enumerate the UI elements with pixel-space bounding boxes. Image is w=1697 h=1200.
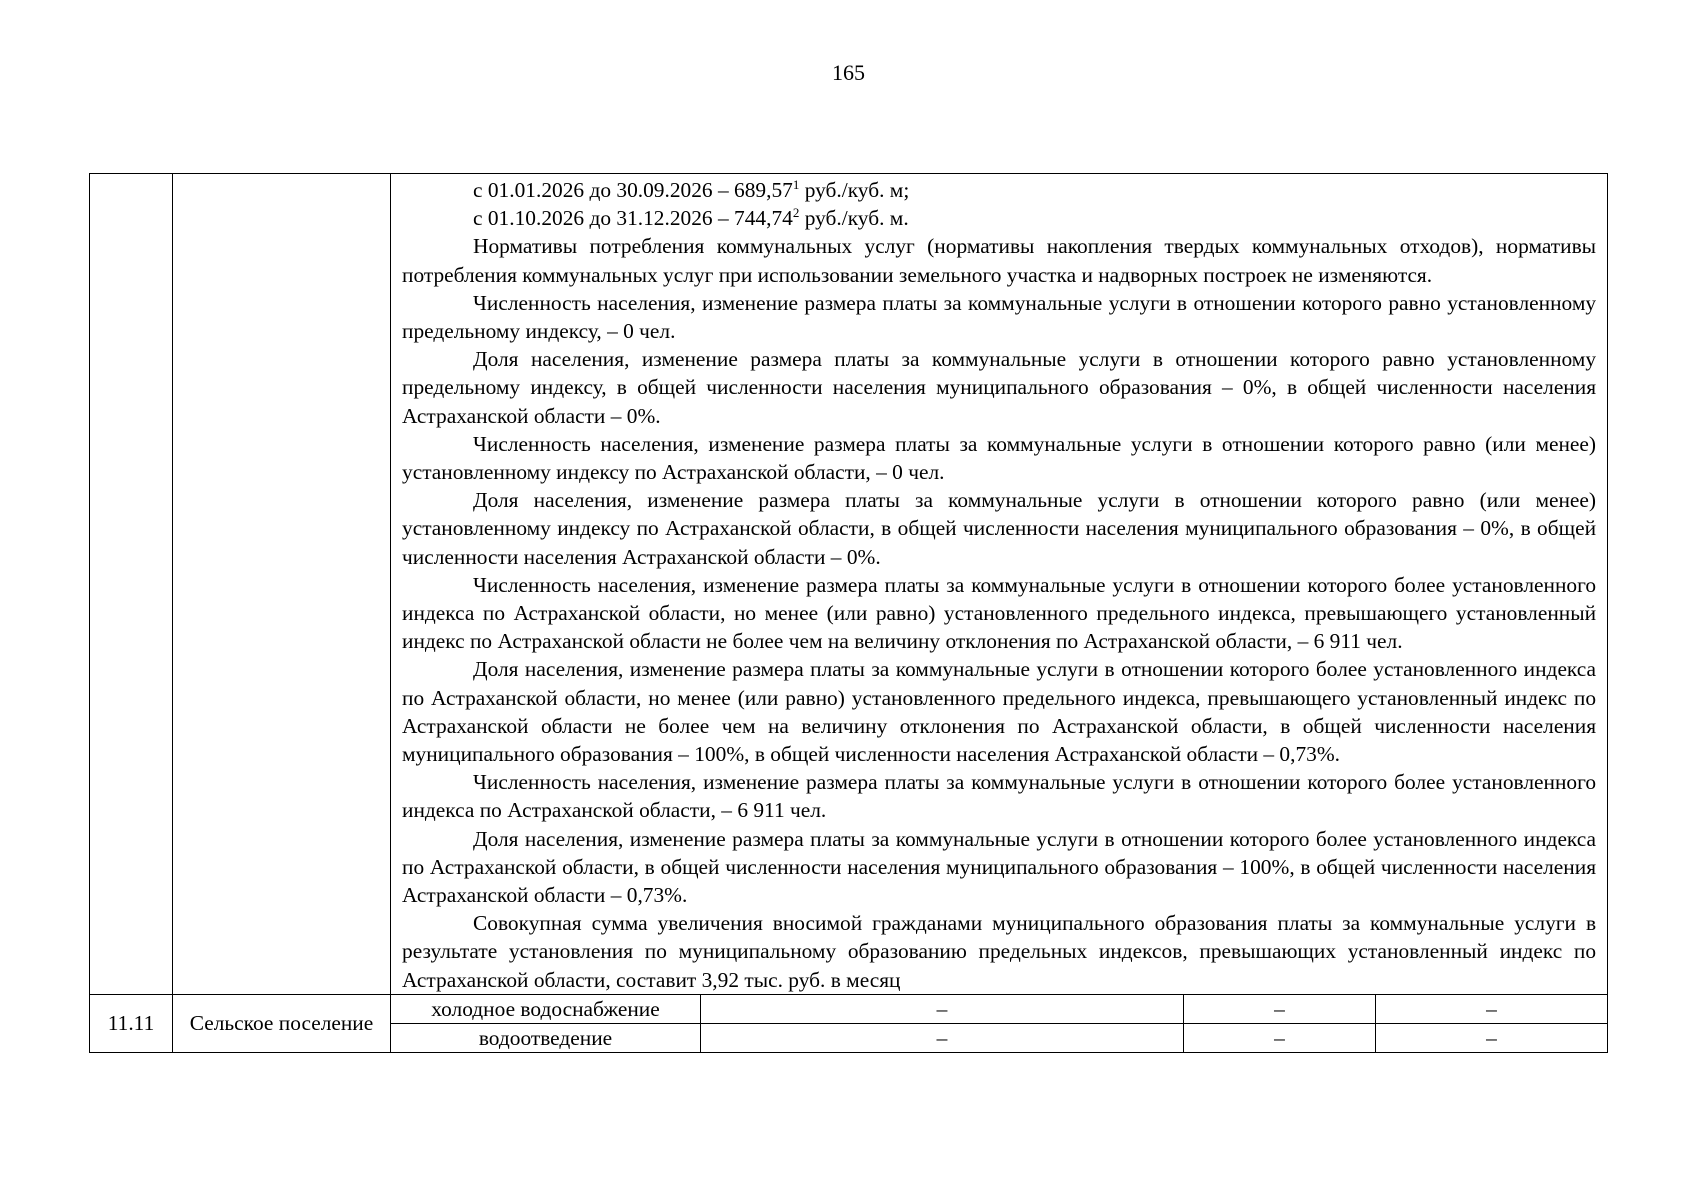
paragraph-share-deviation: Доля населения, изменение размера платы за коммунальные услуги в отношении которого более установленного индекса по Астраханской области, но менее (или равно) установленного предельного индекса, превышающего установленный индекс по Астраханской области не более чем на величину отклонения по Астраханской области, в общей численности населения муниципального образования – 100%, в общей численности населения Астраханской области – 0,73%.	[402, 657, 1597, 767]
paragraph-share-regional-index: Доля населения, изменение размера платы за коммунальные услуги в отношении которого равно (или менее) установленному индексу по Астраханской области, в общей численности населения муниципального образования – 0%, в общей численности населения Астраханской области – 0%.	[402, 488, 1597, 569]
service-name: водоотведение	[391, 1023, 701, 1052]
paragraph-population-limit: Численность населения, изменение размера платы за коммунальные услуги в отношении которого равно установленному предельному индексу, – 0 чел.	[402, 290, 1597, 344]
value-cell: –	[1376, 1023, 1608, 1052]
paragraph-population-above-index: Численность населения, изменение размера платы за коммунальные услуги в отношении которого более установленного индекса по Астраханской области, – 6 911 чел.	[402, 770, 1597, 823]
row-number-cell-empty	[90, 174, 173, 995]
value-cell: –	[1184, 994, 1376, 1023]
paragraph-population-regional-index: Численность населения, изменение размера платы за коммунальные услуги в отношении которого равно (или менее) установленному индексу по Астраханской области, – 0 чел.	[402, 431, 1597, 485]
value-cell: –	[1376, 994, 1608, 1023]
tariff-line-2: с 01.10.2026 до 31.12.2026 – 744,74$^2$ руб./куб. м.	[473, 205, 909, 231]
settlement-name: Сельское поселение	[173, 994, 391, 1052]
row-number: 11.11	[90, 994, 173, 1052]
page-number: 165	[832, 60, 865, 85]
paragraph-share-limit: Доля населения, изменение размера платы за коммунальные услуги в отношении которого равно установленному предельному индексу, в общей численности населения муниципального образования – 0%, в общей численности населения Астраханской области – 0%.	[402, 347, 1597, 428]
paragraph-total-increase: Совокупная сумма увеличения вносимой гражданами муниципального образования платы за коммунальные услуги в результате установления по муниципальному образованию предельных индексов, превышающих установленный индекс по Астраханской области, составит 3,92 тыс. руб. в месяц	[402, 911, 1597, 992]
settlement-cell-empty	[173, 174, 391, 995]
value-cell: –	[1184, 1023, 1376, 1052]
paragraph-norms: Нормативы потребления коммунальных услуг (нормативы накопления твердых коммунальных отходов), нормативы потребления коммунальных услуг при использовании земельного участка и надворных построек не изменяются.	[402, 234, 1597, 287]
tariff-table	[89, 173, 1608, 1053]
value-cell: –	[701, 1023, 1184, 1052]
paragraph-population-deviation: Численность населения, изменение размера платы за коммунальные услуги в отношении которого более установленного индекса по Астраханской области, но менее (или равно) установленного предельного индекса, превышающего установленный индекс по Астраханской области не более чем на величину отклонения по Астраханской области, – 6 911 чел.	[402, 572, 1597, 654]
tariff-line-1: с 01.01.2026 до 30.09.2026 – 689,57$^1$ руб./куб. м;	[473, 176, 910, 202]
table-row	[90, 994, 1608, 1023]
paragraph-share-above-index: Доля населения, изменение размера платы за коммунальные услуги в отношении которого более установленного индекса по Астраханской области, в общей численности населения муниципального образования – 100%, в общей численности населения Астраханской области – 0,73%.	[402, 826, 1597, 908]
value-cell: –	[701, 994, 1184, 1023]
description-cell	[391, 174, 1608, 995]
service-name: холодное водоснабжение	[391, 994, 701, 1023]
table-row-continuation	[90, 174, 1608, 995]
